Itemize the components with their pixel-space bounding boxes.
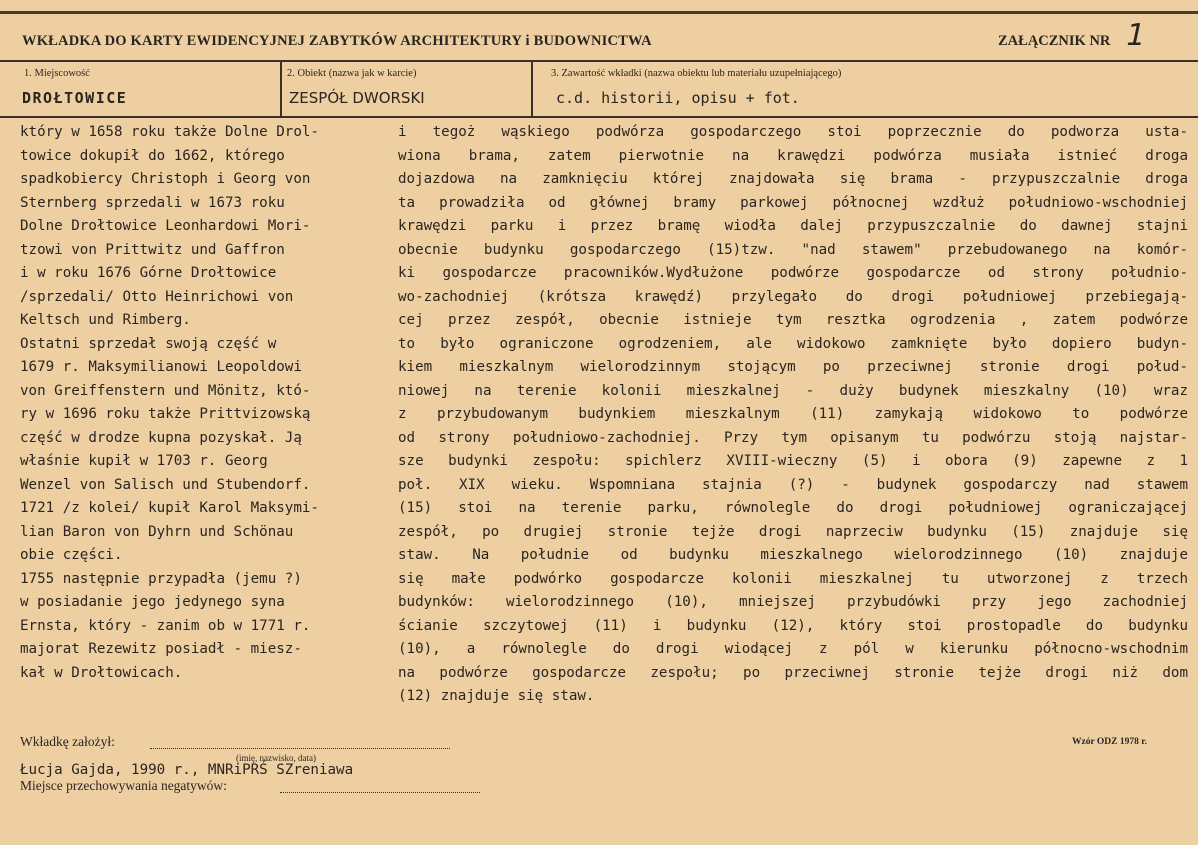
compiled-by-value: Łucja Gajda, 1990 r., MNRiPRŚ SZreniawa [20, 762, 354, 778]
text-line: (12) znajduje się staw. [398, 688, 595, 704]
text-line: towice dokupił do 1662, którego [20, 147, 285, 164]
text-line: na podwórze gospodarcze zespołu; po przeciwnej stronie tejże drogi niż dom [398, 664, 1188, 681]
contents-label: 3. Zawartość wkładki (nazwa obiektu lub materiału uzupełniającego) [551, 68, 842, 79]
text-line: 1721 /z kolei/ kupił Karol Maksymi- [20, 500, 319, 516]
history-column [20, 121, 382, 685]
text-line: obie części. [20, 547, 123, 563]
text-line: kiem mieszkalnym wielorodzinnym stojącym po przeciwnej stronie drogi połud- [398, 359, 1188, 375]
text-line: to było ograniczone ogrodzeniem, ale widokowo zamknięte było dopiero budyn- [398, 335, 1188, 352]
header-divider [0, 60, 1198, 62]
text-line: ta prowadziła od głównej bramy parkowej północnej wzdłuż południowo-wschodniej [398, 194, 1188, 211]
text-line: Sternberg sprzedali w 1673 roku [20, 194, 285, 211]
text-line: sze budynki zespołu: spichlerz XVIII-wieczny (5) i obora (9) zapewne z 1 [398, 453, 1188, 469]
template-id: Wzór ODZ 1978 r. [1072, 737, 1147, 747]
text-line: (15) stoi na terenie parku, równolegle do drogi południowej ograniczającej [398, 500, 1188, 516]
text-line: dojazdowa na zamknięciu której znajdowała się brama - przypuszczalnie droga [398, 171, 1188, 187]
storage-label: Miejsce przechowywania negatywów: [20, 778, 227, 793]
text-line: ścianie szczytowej (11) i budynku (12), który stoi prostopadle do budynku [398, 617, 1188, 634]
text-line: lian Baron von Dyhrn und Schönau [20, 523, 294, 540]
text-line: z przybudowanym budynkiem mieszkalnym (11) zamykają widokowo to podwórze [398, 406, 1188, 422]
storage-line [280, 792, 480, 793]
contents-value: c.d. historii, opisu + fot. [556, 89, 800, 107]
text-line: budynków: wielorodzinnego (10), mniejszej przybudówki przy jego zachodniej [398, 594, 1188, 610]
form-title: WKŁADKA DO KARTY EWIDENCYJNEJ ZABYTKÓW ARCHITEKTURY i BUDOWNICTWA [22, 33, 652, 49]
text-line: cej przez zespół, obecnie istnieje tym resztka ogrodzenia , zatem podwórze [398, 312, 1188, 328]
text-line: właśnie kupił w 1703 r. Georg [20, 453, 268, 469]
annex-number: 1 [1122, 18, 1149, 53]
text-line: Dolne Drołtowice Leonhardowi Mori- [20, 218, 311, 234]
text-line: i tegoż wąskiego podwórza gospodarczego stoi poprzecznie do podworza usta- [398, 124, 1188, 140]
text-line: tzowi von Prittwitz und Gaffron [20, 241, 285, 258]
field-separator-1 [280, 60, 282, 118]
text-line: ry w 1696 roku także Prittvizowską [20, 406, 311, 422]
text-line: wo-zachodniej (krótsza krawędź) przylegało do drogi południowej przebiegają- [398, 288, 1188, 305]
text-line: wiona brama, zatem pierwotnie na krawędzi podwórza musiała istnieć droga [398, 147, 1188, 164]
text-line: Ostatni sprzedał swoją część w [20, 335, 277, 352]
top-border [0, 11, 1198, 14]
text-line: obecnie budynku gospodarczego (15)tzw. "nad stawem" przebudowanego na komór- [398, 241, 1188, 258]
text-line: niowej na terenie kolonii mieszkalnej - duży budynek mieszkalny (10) wraz [398, 382, 1188, 399]
text-line: Wenzel von Salisch und Stubendorf. [20, 476, 311, 493]
locality-label: 1. Miejscowość [24, 68, 90, 79]
text-line: który w 1658 roku także Dolne Drol- [20, 124, 319, 140]
text-line: i w roku 1676 Górne Drołtowice [20, 265, 277, 281]
text-line: się małe podwórko gospodarcze kolonii mieszkalnej tu utworzonej z trzech [398, 570, 1188, 587]
compiled-by-label: Wkładkę założył: [20, 734, 115, 749]
text-line: Keltsch und Rimberg. [20, 312, 191, 328]
text-line: majorat Rezewitz posiadł - miesz- [20, 641, 302, 657]
compiled-by-line [150, 748, 450, 749]
compiled-by-caption: (imię, nazwisko, data) [236, 753, 316, 763]
text-line: krawędzi parku i przez bramę wiodła dalej przypuszczalnie do dawnej stajni [398, 218, 1188, 234]
text-line: kał w Drołtowicach. [20, 664, 183, 681]
text-line: spadkobiercy Christoph i Georg von [20, 171, 311, 187]
object-label: 2. Obiekt (nazwa jak w karcie) [287, 68, 417, 79]
text-line: (10), a równolegle do drogi wiodącej z pól w kierunku północno-wschodnim [398, 641, 1188, 657]
text-line: Ernsta, który - zanim ob w 1771 r. [20, 617, 311, 634]
text-line: 1755 następnie przypadła (jemu ?) [20, 570, 302, 587]
field-separator-2 [531, 60, 533, 118]
text-line: staw. Na południe od budynku mieszkalnego wielorodzinnego (10) znajduje [398, 547, 1188, 563]
text-line: od strony południowo-zachodniej. Przy tym opisanym tu podwórzu stoją najstar- [398, 429, 1188, 446]
text-line: zespół, po drugiej stronie tejże drogi naprzeciw budynku (15) znajduje się [398, 523, 1188, 540]
text-line: poł. XIX wieku. Wspomniana stajnia (?) - budynek gospodarczy nad stawem [398, 476, 1188, 493]
description-column [398, 121, 1188, 709]
locality-value: DROŁTOWICE [22, 89, 128, 107]
text-line: w posiadanie jego jedynego syna [20, 594, 285, 610]
text-line: część w drodze kupna pozyskał. Ją [20, 429, 302, 446]
fields-divider [0, 116, 1198, 118]
text-line: /sprzedali/ Otto Heinrichowi von [20, 288, 294, 305]
text-line: von Greiffenstern und Mönitz, któ- [20, 382, 311, 399]
object-value: ZESPÓŁ DWORSKI [289, 89, 425, 107]
text-line: 1679 r. Maksymilianowi Leopoldowi [20, 359, 302, 375]
annex-label: ZAŁĄCZNIK NR [998, 33, 1111, 49]
text-line: ki gospodarcze pracowników.Wydłużone podwórze gospodarcze od strony południo- [398, 265, 1188, 281]
